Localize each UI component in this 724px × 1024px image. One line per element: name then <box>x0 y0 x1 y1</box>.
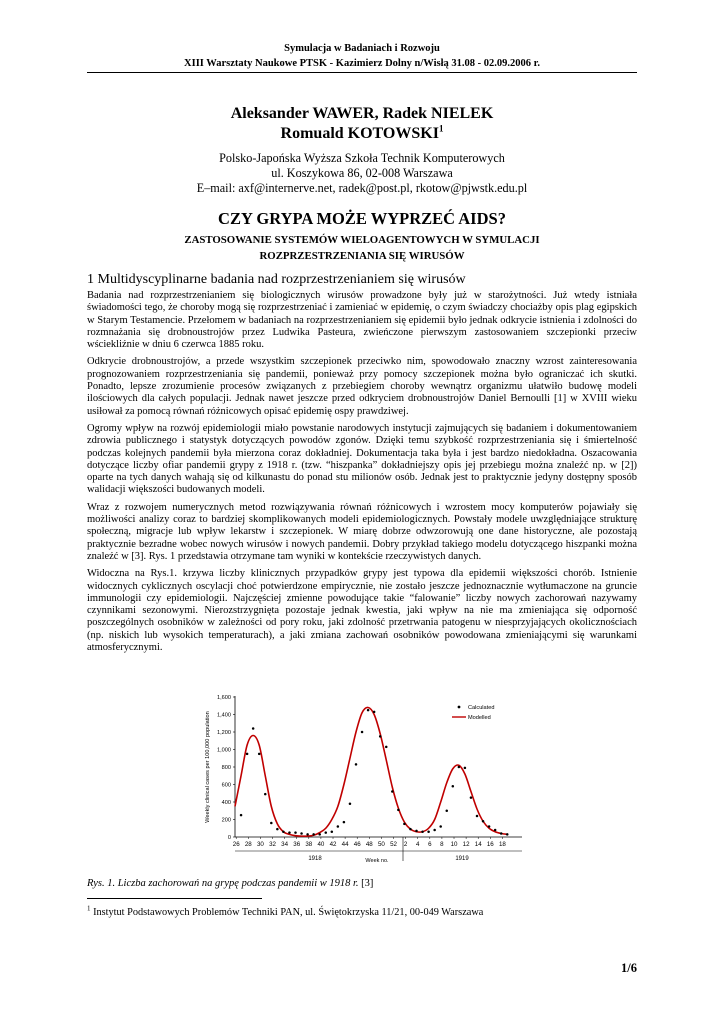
footnote <box>87 906 647 919</box>
calculated-point <box>482 820 485 823</box>
chart-svg <box>205 692 525 864</box>
page-number: 1/6 <box>621 961 637 975</box>
calculated-point <box>476 815 479 818</box>
calculated-point <box>452 785 455 788</box>
x-tick-label: 8 <box>440 841 444 848</box>
x-tick-label: 44 <box>341 841 349 848</box>
paragraph: Widoczna na Rys.1. krzywa liczby klinicznych przypadków grypy jest typowa dla epidemii większości chorób. Istnienie widocznych cyklicznych oscylacji choć potwierdzone empirycznie, nie zostało jeszcze jednoznacznie wytłumaczone na gruncie immunologii czy epidemiologii. Najczęściej zmienne powodujące takie “falowanie” liczby nowych zachorowań nazywamy czynnikami sezonowymi. Nierozstrzygnięta pozostaje jednak kwestia, jaki wpływ na nie ma zmieniająca się odporność poszczególnych osobników w zależności od pory roku, jaki zdolność przetrwania patogenu w niesprzyjających okolicznościach (np. niskich lub wysokich temperaturach), a jaki zmiana zachowań osobników powodowana zmieniającymi się warunkami atmosferycznymi. <box>87 568 637 654</box>
calculated-point <box>433 829 436 832</box>
x-tick-label: 34 <box>281 841 289 848</box>
influenza-chart <box>205 692 525 864</box>
x-tick-label: 52 <box>390 841 397 848</box>
calculated-point <box>458 766 461 769</box>
calculated-point <box>258 753 261 756</box>
calculated-point <box>385 746 388 749</box>
calculated-point <box>367 709 370 712</box>
author-footnote-mark: 1 <box>438 123 444 134</box>
calculated-point <box>318 833 321 836</box>
calculated-point <box>264 793 267 796</box>
calculated-point <box>427 831 430 834</box>
calculated-point <box>331 831 334 834</box>
x-tick-label: 38 <box>305 841 313 848</box>
calculated-point <box>488 825 491 828</box>
paragraph: Odkrycie drobnoustrojów, a przede wszystkim szczepionek przeciwko nim, spowodowało znaczny wzrost zainteresowania prognozowaniem rozprzestrzeniania się pandemii, ponieważ przy pomocy szczepionek można było ograniczać ich skutki. Ponadto, lepsze zrozumienie procesów związanych z przebiegiem choroby wewnątrz organizmu ułatwiło budowę modeli ilościowych dla całych populacji. Jednak nawet jeszcze przed odkryciem drobnoustrojów Daniel Bernoulli [1] w XVIII wieku usiłował za pomocą równań różnicowych opisać epidemię ospy prawdziwej. <box>87 356 637 417</box>
legend-calculated-marker <box>458 706 461 709</box>
calculated-point <box>464 767 467 770</box>
paper-subtitle <box>0 232 724 264</box>
year-label-1918: 1918 <box>308 856 322 862</box>
x-tick-label: 18 <box>498 841 506 848</box>
x-tick-label: 2 <box>403 841 408 848</box>
x-tick-label: 28 <box>244 841 252 848</box>
paragraph: Ogromy wpływ na rozwój epidemiologii miało powstanie narodowych instytucji zajmujących się badaniem i dokumentowaniem zdrowia publicznego i statystyk dotyczących powodów zgonów. Dzięki temu szybkość rozprzestrzeniania się i śmiertelność podczas kolejnych pandemii była mierzona coraz dokładniej. Dokumentacja taka była i jest bardzo niedokładna. Oszacowania dotyczące liczby ofiar pandemii grypy z 1918 r. (tzw. “hiszpanka” dokładniejszy opis jej przebiegu można znaleźć np. w [2]) oparte na tych danych wahają się od kilkunastu do ponad stu milionów osób. Jednak jest to praktycznie jedyny dostępny sposób walidacji większości budowanych modeli. <box>87 422 637 496</box>
calculated-point <box>270 822 273 825</box>
chart-legend <box>452 705 494 721</box>
calculated-point <box>361 731 364 734</box>
y-tick-label: 1,000 <box>217 747 231 754</box>
footnote-text: Instytut Podstawowych Problemów Techniki PAN, ul. Świętokrzyska 11/21, 00-049 Warszawa <box>90 907 484 918</box>
x-tick-label: 50 <box>377 841 385 848</box>
calculated-point <box>312 833 315 836</box>
author-kotowski: Romuald KOTOWSKI <box>280 125 439 142</box>
figure-caption <box>87 877 637 890</box>
affiliation-line-1: Polsko-Japońska Wyższa Szkoła Technik Komputerowych <box>219 151 505 165</box>
calculated-point <box>415 830 418 833</box>
header-rule <box>87 72 637 73</box>
x-axis-label: Week no. <box>365 858 389 864</box>
x-axis-ticks <box>233 837 507 848</box>
calculated-point <box>252 727 255 730</box>
x-tick-label: 48 <box>365 841 373 848</box>
section-heading: 1 Multidyscyplinarne badania nad rozprzestrzenianiem się wirusów <box>87 272 466 287</box>
affiliation-block <box>0 151 724 196</box>
x-tick-label: 26 <box>232 841 240 848</box>
calculated-point <box>294 831 297 834</box>
x-tick-label: 10 <box>450 841 458 848</box>
calculated-point <box>470 796 473 799</box>
calculated-point <box>446 810 449 813</box>
conference-header <box>0 41 724 71</box>
y-axis-ticks <box>217 695 235 841</box>
calculated-point <box>343 821 346 824</box>
y-tick-label: 200 <box>221 817 231 824</box>
x-tick-label: 32 <box>269 841 276 848</box>
calculated-point <box>240 814 243 817</box>
x-tick-label: 4 <box>415 841 420 848</box>
legend-modelled-label: Modelled <box>468 715 491 721</box>
y-tick-label: 400 <box>221 800 231 806</box>
x-tick-label: 36 <box>293 841 301 848</box>
authors-line-2 <box>0 124 724 144</box>
calculated-point <box>439 825 442 828</box>
y-tick-label: 600 <box>221 782 231 789</box>
calculated-point <box>288 831 291 834</box>
x-tick-label: 46 <box>353 841 361 848</box>
caption-text: Rys. 1. Liczba zachorowań na grypę podczas pandemii w 1918 r. <box>87 878 359 889</box>
x-tick-label: 40 <box>317 841 325 848</box>
legend-calculated-label: Calculated <box>468 705 495 711</box>
calculated-point <box>355 763 358 766</box>
paragraph: Wraz z rozwojem numerycznych metod rozwiązywania równań różnicowych i wzrostem mocy komputerów pojawiały się możliwości analizy coraz to bardziej skomplikowanych modeli epidemiologicznych. Powstały modele uwzględniające strukturę społeczną, migracje lub wpływ lekarstw i szczepionek. W miarę dobrze odwzorowują one dane historyczne, ale pozostają praktycznie bezradne wobec nowych wirusów i nowych pandemii. Dobry przykład takiego modelu dotyczącego hiszpanki można znaleźć w [3]. Rys. 1 przedstawia otrzymane tam wyniki w kontekście rzeczywistych danych. <box>87 501 637 562</box>
modelled-series-line <box>235 707 507 836</box>
calculated-point <box>409 828 412 831</box>
caption-reference: [3] <box>361 878 374 889</box>
calculated-point <box>494 829 497 832</box>
calculated-point <box>391 790 394 793</box>
y-tick-label: 800 <box>221 765 231 771</box>
y-axis-label: Weekly clinical cases per 100,000 population <box>205 711 211 823</box>
x-tick-label: 14 <box>474 841 482 848</box>
body-text <box>87 290 637 659</box>
calculated-point <box>379 735 382 738</box>
year-label-1919: 1919 <box>455 856 469 862</box>
y-tick-label: 1,400 <box>217 712 231 719</box>
calculated-point <box>349 803 352 806</box>
calculated-series-points <box>240 709 509 836</box>
calculated-point <box>246 753 249 756</box>
calculated-point <box>300 832 303 835</box>
paragraph: Badania nad rozprzestrzenianiem się biologicznych wirusów prowadzone były już w starożytności. Już wtedy istniała świadomości tego, że choroby mogą się rozprzestrzeniać i zamieniać w epidemię, o czym świadczy chociażby opis plag egipskich w Starym Testamencie. Przełomem w badaniach na rozprzestrzenianiem się epidemii było jednak odkrycie istnienia i zdolności do rozmnażania się drobnoustrojów przez Ludwika Pasteura, zwieńczone pierwszym zastosowaniem szczepionki przeciw wściekliźnie w dniu 6 czerwca 1885 roku. <box>87 290 637 351</box>
header-line-2: XIII Warsztaty Naukowe PTSK - Kazimierz Dolny n/Wisłą 31.08 - 02.09.2006 r. <box>184 58 540 69</box>
x-tick-label: 42 <box>329 841 337 848</box>
calculated-point <box>306 833 309 836</box>
calculated-point <box>373 711 376 714</box>
authors-line-1: Aleksander WAWER, Radek NIELEK <box>230 105 494 122</box>
x-tick-label: 30 <box>256 841 264 848</box>
calculated-point <box>403 823 406 826</box>
calculated-point <box>282 831 285 834</box>
x-tick-label: 6 <box>428 841 432 848</box>
subtitle-line-1: ZASTOSOWANIE SYSTEMÓW WIELOAGENTOWYCH W SYMULACJI <box>184 234 540 246</box>
calculated-point <box>506 833 509 836</box>
x-tick-label: 12 <box>462 841 470 848</box>
calculated-point <box>325 831 328 834</box>
affiliation-line-2: ul. Koszykowa 86, 02-008 Warszawa <box>271 166 453 180</box>
header-line-1: Symulacja w Badaniach i Rozwoju <box>284 43 440 54</box>
subtitle-line-2: ROZPRZESTRZENIANIA SIĘ WIRUSÓW <box>259 250 465 262</box>
y-tick-label: 1,200 <box>217 730 231 736</box>
y-tick-label: 1,600 <box>217 695 231 701</box>
footnote-mark: 1 <box>87 904 91 913</box>
affiliation-email: E–mail: axf@internerve.net, radek@post.pl, rkotow@pjwstk.edu.pl <box>196 181 528 195</box>
paper-title: CZY GRYPA MOŻE WYPRZEĆ AIDS? <box>218 209 506 228</box>
calculated-point <box>276 828 279 831</box>
y-tick-label: 0 <box>227 835 231 841</box>
calculated-point <box>500 832 503 835</box>
calculated-point <box>421 831 424 834</box>
authors-block <box>0 104 724 144</box>
x-tick-label: 16 <box>486 841 494 848</box>
footnote-rule <box>87 898 262 899</box>
calculated-point <box>397 809 400 812</box>
calculated-point <box>337 825 340 828</box>
